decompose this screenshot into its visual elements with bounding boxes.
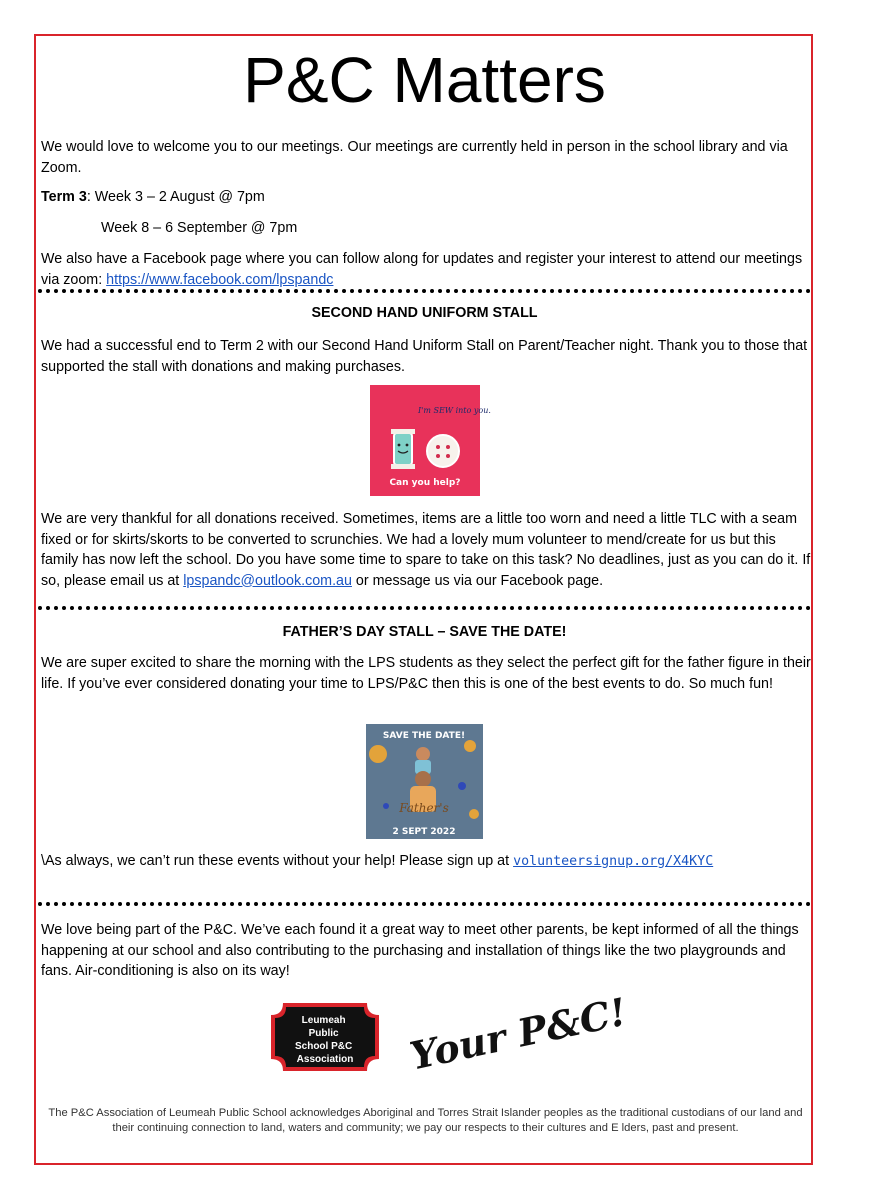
term-line-1 bbox=[41, 187, 811, 208]
sew-into-you-image bbox=[370, 385, 491, 496]
section-divider bbox=[38, 606, 811, 610]
signup-text: \As always, we can’t run these events without your help! Please sign up at bbox=[41, 853, 514, 869]
fathers-script-text: Father's bbox=[399, 801, 449, 815]
closing-paragraph: We love being part of the P&C. We’ve each found it a great way to meet other parents, be kept informed of all the things happening at our school and also contributing to the purchasing and installation of things like the two playgrounds and fans. Air-conditioning is also on its way! bbox=[41, 922, 799, 979]
page-title: P&C Matters bbox=[243, 44, 606, 116]
acknowledgement-footer: The P&C Association of Leumeah Public School acknowledges Aboriginal and Torres Strait Islander peoples as the traditional custodians of our land and their continuing connection to land, waters and community; we pay our respects to their cultures and E lders, past and present. bbox=[48, 1107, 803, 1134]
facebook-link[interactable]: https://www.facebook.com/lpspandc bbox=[106, 271, 334, 288]
pandc-logo-badge bbox=[269, 1001, 381, 1073]
signature-text: Your P&C! bbox=[406, 988, 631, 1079]
volunteer-signup-link[interactable]: volunteersignup.org/X4KYC bbox=[513, 854, 714, 869]
facebook-paragraph bbox=[41, 249, 811, 290]
your-pandc-signature bbox=[400, 988, 631, 1079]
save-the-date-image bbox=[366, 724, 483, 839]
section-divider bbox=[38, 289, 811, 293]
meetings-intro: We would love to welcome you to our meetings. Our meetings are currently held in person in the school library and via Zoom. bbox=[41, 139, 788, 176]
uniform-paragraph-2-end: or message us via our Facebook page. bbox=[351, 572, 604, 589]
logo-text: Leumeah Public School P&C Association bbox=[294, 1015, 354, 1065]
save-the-date-caption: 2 SEPT 2022 bbox=[392, 827, 456, 837]
term-label: Term 3 bbox=[41, 189, 87, 205]
uniform-paragraph-2-text: We are very thankful for all donations received. Sometimes, items are a little too worn and need a little TLC with a seam fixed or for skirts/skorts to be converted to scrunchies. We had a lovely mum volunteer to mend/create for us but this family has now left the school. Do you have some time to spare to take on this task? No deadlines, just as you can do it. If so, please email us at bbox=[41, 511, 811, 589]
fathers-day-paragraph: We are super excited to share the morning with the LPS students as they select the perfect gift for the father figure in their life. If you’ve ever considered donating your time to LPS/P&C then this is one of the best events to do. So much fun! bbox=[41, 655, 811, 692]
uniform-paragraph-2 bbox=[41, 509, 811, 591]
term-week-8: Week 8 – 6 September @ 7pm bbox=[101, 220, 298, 236]
uniform-paragraph-1: We had a successful end to Term 2 with our Second Hand Uniform Stall on Parent/Teacher night. Thank you to those that supported the stall with donations and making purchases. bbox=[41, 338, 808, 375]
uniform-heading: SECOND HAND UNIFORM STALL bbox=[311, 305, 538, 321]
signup-paragraph bbox=[41, 851, 811, 873]
facebook-text: We also have a Facebook page where you can follow along for updates and register your interest to attend our meetings via zoom: bbox=[41, 251, 803, 288]
save-the-date-text: SAVE THE DATE! bbox=[382, 731, 466, 741]
section-divider bbox=[38, 902, 811, 906]
fathers-day-heading: FATHER’S DAY STALL – SAVE THE DATE! bbox=[282, 624, 567, 640]
sew-image-caption: Can you help? bbox=[389, 478, 461, 488]
sew-image-text: I'm SEW into you. bbox=[418, 406, 491, 415]
term-week-3: : Week 3 – 2 August @ 7pm bbox=[86, 189, 265, 205]
email-link[interactable]: lpspandc@outlook.com.au bbox=[183, 572, 352, 589]
